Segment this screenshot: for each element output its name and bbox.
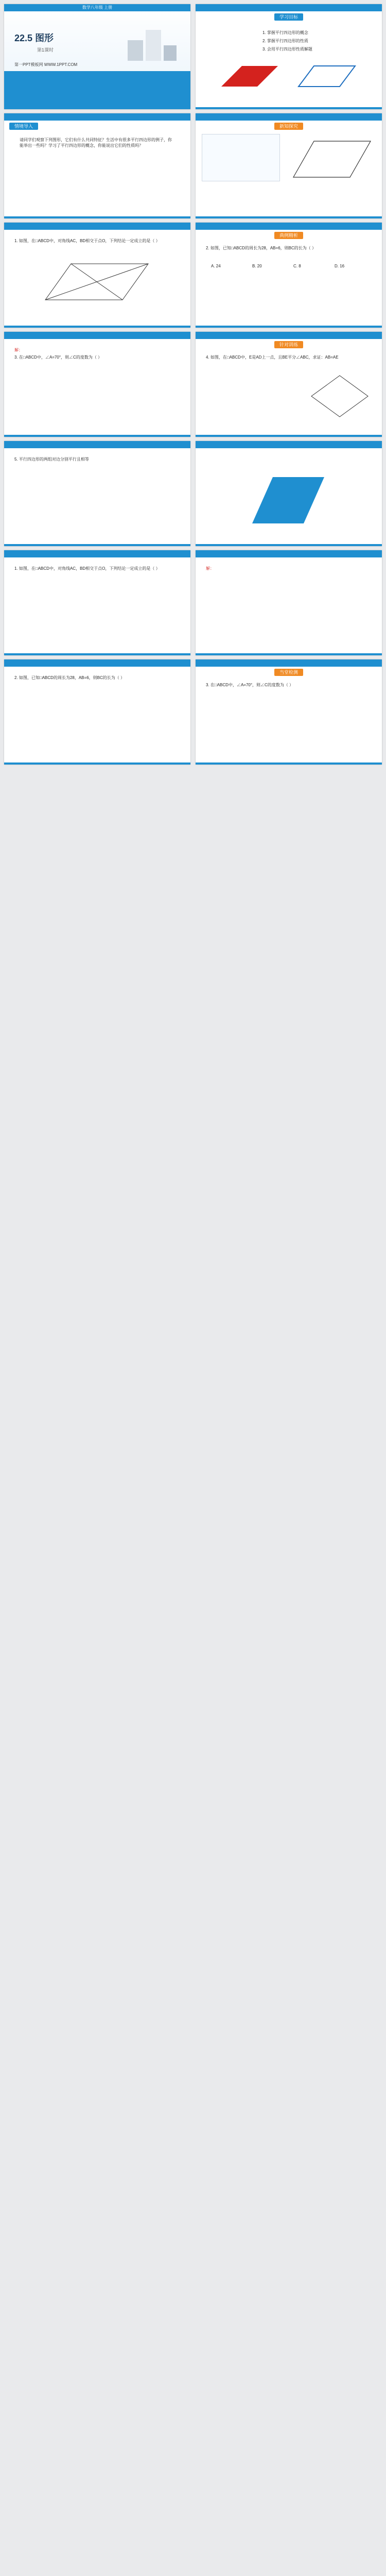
title-banner (4, 71, 190, 109)
question-text: 1. 如图，在□ABCD中，对角线AC，BD相交于点O，下列结论一定成立的是（ ） (14, 239, 160, 243)
slide-title (4, 4, 190, 109)
goal-item: 3. 会用平行四边形性质解题 (262, 47, 312, 52)
slide-question (4, 441, 190, 546)
slide-solution (4, 332, 190, 437)
section-tab: 当堂检测 (274, 669, 303, 676)
question-text: 1. 如图，在□ABCD中，对角线AC，BD相交于点O，下列结论一定成立的是（ ） (14, 566, 160, 571)
slide-bottombar (4, 435, 190, 437)
goals-tab: 学习目标 (274, 13, 303, 21)
slide-figure (4, 659, 190, 765)
lesson-subtitle: 第1课时 (37, 47, 54, 53)
brand-footer: 第一PPT模板网 WWW.1PPT.COM (14, 62, 78, 67)
slide-solution (196, 550, 382, 655)
goal-item: 2. 掌握平行四边形的性质 (262, 39, 308, 43)
slide-bottombar (196, 544, 382, 546)
section-tab: 针对训练 (274, 341, 303, 348)
slide-goals (196, 4, 382, 109)
slide-topbar (4, 550, 190, 557)
slide-topbar (196, 550, 382, 557)
slide-question (4, 223, 190, 328)
slide-bottombar (196, 762, 382, 765)
slide-bottombar (4, 762, 190, 765)
slide-topbar (196, 441, 382, 448)
slide-bottombar (4, 216, 190, 218)
slide-intro (4, 113, 190, 218)
explore-panel (202, 134, 280, 181)
slide-bottombar (196, 653, 382, 655)
option[interactable]: B. 20 (252, 264, 262, 268)
slide-topbar (4, 223, 190, 230)
slide-bottombar (196, 216, 382, 218)
slide-topbar (196, 659, 382, 667)
slide-bottombar (4, 326, 190, 328)
slide-topbar (4, 332, 190, 339)
header-label: 数学八年级 上册 (82, 5, 113, 10)
slide-topbar (4, 113, 190, 121)
goal-item: 1. 掌握平行四边形的概念 (262, 30, 308, 35)
blue-parallelogram (247, 472, 329, 529)
section-tab: 典例精析 (274, 232, 303, 239)
intro-tab: 情境导入 (9, 123, 38, 130)
slide-bottombar (4, 653, 190, 655)
question-text: 2. 如图，已知□ABCD的周长为28，AB=6，则BC的长为（ ） (14, 675, 125, 680)
slide-question (4, 550, 190, 655)
question-text: 3. 在□ABCD中，∠A=70°，则∠C的度数为（ ） (206, 683, 294, 687)
question-text: 3. 在□ABCD中，∠A=70°，则∠C的度数为（ ） (14, 355, 102, 360)
slide-topbar (4, 659, 190, 667)
slide-topbar (196, 223, 382, 230)
slide-bottombar (196, 435, 382, 437)
slide-topbar (196, 113, 382, 121)
answer-label: 解： (206, 566, 214, 571)
question-diagram (35, 259, 159, 305)
slide-topbar (4, 441, 190, 448)
answer-label: 解： (14, 348, 23, 352)
slide-bottombar (4, 544, 190, 546)
slide-bottombar (196, 326, 382, 328)
option[interactable]: C. 8 (293, 264, 301, 268)
option[interactable]: D. 16 (335, 264, 345, 268)
chapter-title: 22.5 图形 (14, 33, 54, 43)
parallelogram-diagram (288, 136, 376, 182)
slide-explore (196, 113, 382, 218)
option[interactable]: A. 24 (211, 264, 221, 268)
section-tab: 新知探究 (274, 123, 303, 130)
question-text: 4. 如图，在□ABCD中，E是AD上一点，且BE平分∠ABC，求证：AB=AE (206, 355, 339, 360)
cubes-illustration (122, 20, 179, 66)
slide-topbar (196, 332, 382, 339)
parallelogram-figures (211, 61, 365, 92)
question-text: 5. 平行四边形的两组对边分别平行且相等 (14, 457, 89, 462)
slide-check (196, 659, 382, 765)
slide-topbar (196, 4, 382, 11)
slide-example (196, 223, 382, 328)
slide-bottombar (196, 107, 382, 109)
rhombus-diagram (309, 373, 371, 419)
intro-text: 请同学们观察下列图形，它们有什么共同特征？生活中有很多平行四边形的例子，你能举出一些吗？学习了平行四边形的概念，你能说出它们的性质吗？ (20, 138, 172, 148)
slide-figure (196, 441, 382, 546)
slide-training (196, 332, 382, 437)
slide-topbar (4, 4, 190, 11)
question-text: 2. 如图，已知□ABCD的周长为28，AB=6，则BC的长为（ ） (206, 246, 316, 250)
